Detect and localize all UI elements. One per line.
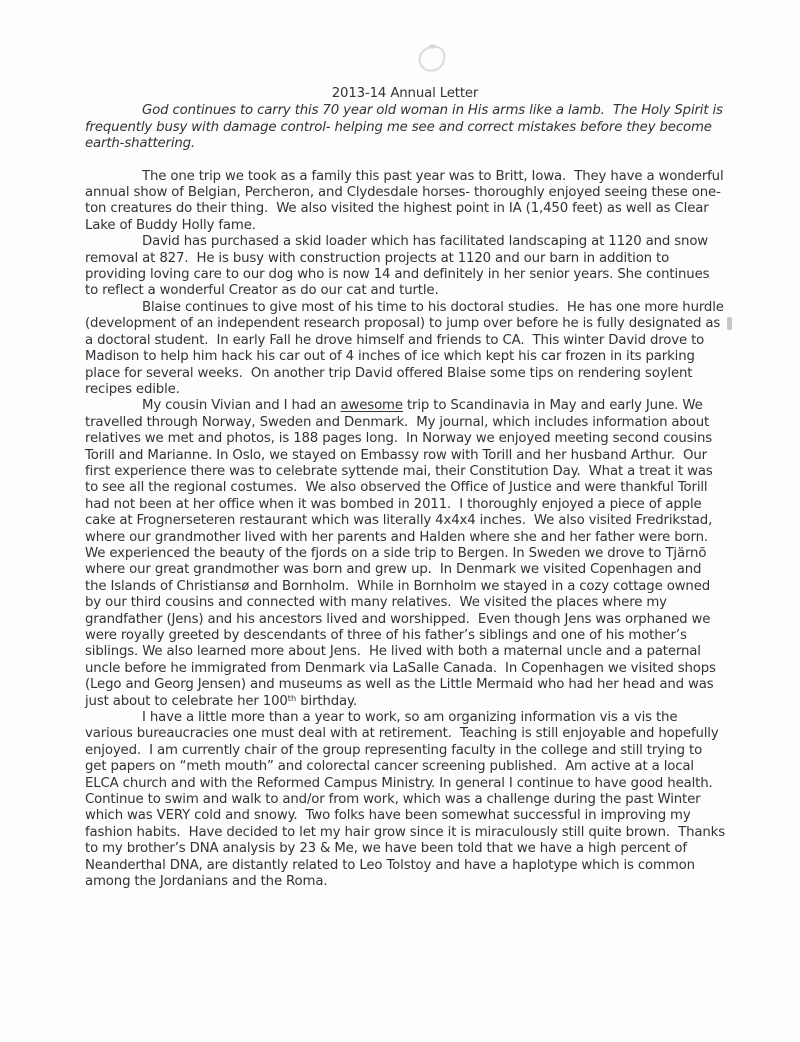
paragraph-blaise: [85, 299, 728, 398]
scan-smudge-artifact: [415, 42, 448, 76]
paragraph-david: [85, 234, 725, 300]
text-run: I have a little more than a year to work, so am organizing information vis a vis the various bureaucracies one must deal with at retirement. Teaching is still enjoyable and hopefully enjoyed. I am currently chair of the group representing faculty in the college and still trying to get papers on “meth mouth” and colorectal cancer screening published. Am active at a local ELCA church and with the Reformed Campus Ministry. In general I continue to have good health. Continue to swim and walk to and/or from work, which was a challenge during the past Winter which was VERY cold and snowy. Two folks have been somewhat successful in improving my fashion habits. Have decided to let my hair grow since it is miraculously still quite brown. Thanks to my brother’s DNA analysis by 23 & Me, we have been told that we have a high percent of Neanderthal DNA, are distantly related to Leo Tolstoy and have a haplotype which is common among the Jordanians and the Roma.: [85, 710, 730, 890]
text-run: The one trip we took as a family this past year was to Britt, Iowa. They have a wonderful annual show of Belgian, Percheron, and Clydesdale horses- thoroughly enjoyed seeing these one-ton creatures do their thing. We also visited the highest point in IA (1,450 feet) as well as Clear Lake of Buddy Holly fame.: [85, 168, 728, 233]
text-run: God continues to carry this 70 year old woman in His arms like a lamb. The Holy Spirit is frequently busy with damage control- helping me see and correct mistakes before they become earth-shattering.: [85, 103, 727, 152]
text-run: David has purchased a skid loader which has facilitated landscaping at 1120 and snow removal at 827. He is busy with construction projects at 1120 and our barn in addition to providing loving care to our dog who is now 14 and definitely in her senior years. She continues to reflect a wonderful Creator as do our cat and turtle.: [85, 234, 714, 299]
text-run: Blaise continues to give most of his time to his doctoral studies. He has one more hurdle (development of an independent research proposal) to jump over before he is fully designated as a doctoral student. In early Fall he drove himself and friends to CA. This winter David drove to Madison to help him hack his car out of 4 inches of ice which kept his car frozen in its parking place for several weeks. On another trip David offered Blaise some tips on rendering soylent recipes edible.: [85, 299, 728, 397]
intro-paragraph: [85, 103, 725, 152]
paragraph-work-retirement: [85, 710, 730, 890]
scan-mark-artifact: [727, 317, 732, 330]
underline-text-run: awesome: [340, 398, 403, 414]
text-run: trip to Scandinavia in May and early June. We travelled through Norway, Sweden and Denmark. My journal, which includes information about relatives we met and photos, is 188 pages long. In Norway we enjoyed meeting second cousins Torill and Marianne. In Oslo, we stayed on Embassy row with Torill and her husband Arthur. Our first experience there was to celebrate syttende mai, their Constitution Day. What a treat it was to see all the regional costumes. We also observed the Office of Justice and were thankful Torill had not been at her office when it was bombed in 2011. I thoroughly enjoyed a piece of apple cake at Frognerseteren restaurant which was literally 4x4x4 inches. We also visited Fredrikstad, where our grandmother lived with her parents and Halden where she and her father were born. We experienced the beauty of the fjords on a side trip to Bergen. In Sweden we drove to Tjärnõ where our great grandmother was born and grew up. In Denmark we visited Copenhagen and the Islands of Christiansø and Bornholm. While in Bornholm we stayed in a cozy cottage owned by our third cousins and connected with many relatives. We visited the places where my grandfather (Jens) and his ancestors lived and worshipped. Even though Jens was orphaned we were royally greeted by descendants of three of his father’s siblings and one of his mother’s siblings. We also learned more about Jens. He lived with both a maternal uncle and a paternal uncle before he immigrated from Denmark via LaSalle Canada. In Copenhagen we visited shops (Lego and Georg Jensen) and museums as well as the Little Mermaid who had her head and was just about to celebrate her 100: [85, 398, 720, 709]
paragraph-family-trip: [85, 168, 728, 235]
text-run: birthday.: [296, 693, 357, 709]
text-run: My cousin Vivian and I had an: [142, 398, 341, 414]
letter-title: 2013-14 Annual Letter: [331, 86, 479, 101]
letter-content: [85, 86, 730, 891]
superscript-text-run: th: [287, 692, 297, 703]
paragraph-scandinavia-trip: [85, 398, 725, 710]
letter-body: [85, 103, 730, 890]
